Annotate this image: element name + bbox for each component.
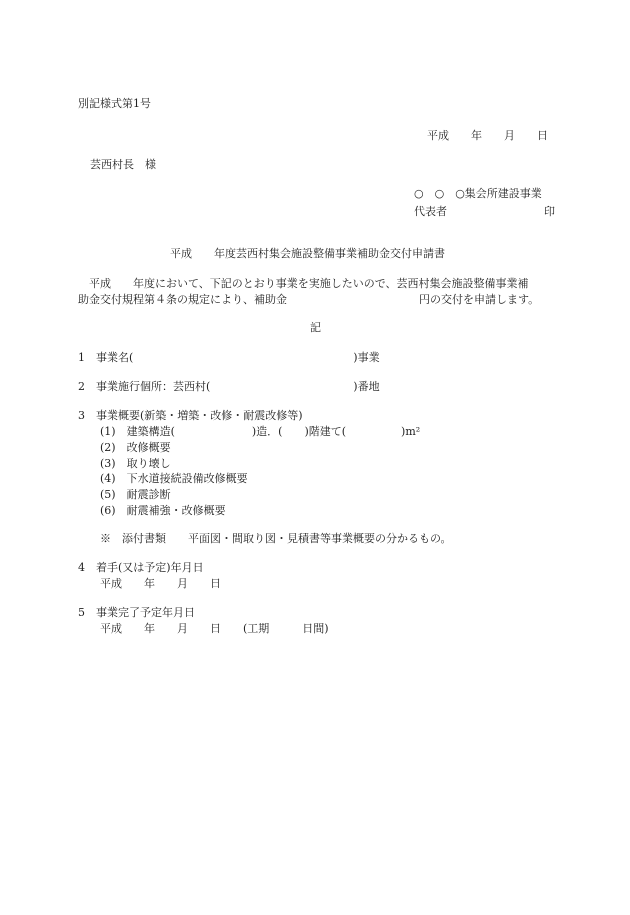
item-3-heading: 3 事業概要(新築・増築・改修・耐震改修等)	[78, 409, 303, 422]
item-3-sub-4: (4) 下水道接続設備改修概要	[100, 472, 248, 485]
intro-line-1: 平成 年度において、下記のとおり事業を実施したいので、芸西村集会施設整備事業補	[78, 277, 529, 290]
addressee: 芸西村長 様	[90, 158, 156, 171]
date-line: 平成 年 月 日	[427, 129, 548, 142]
ki-label: 記	[310, 321, 321, 334]
item-1: 1 事業名( )事業	[78, 351, 380, 364]
form-number: 別記様式第1号	[78, 97, 151, 110]
applicant-seal: 印	[544, 205, 555, 218]
item-3-sub-1: (1) 建築構造( )造．( )階建て( )m²	[100, 425, 421, 438]
document-title: 平成 年度芸西村集会施設整備事業補助金交付申請書	[170, 247, 445, 260]
intro-line-2: 助金交付規程第４条の規定により、補助金 円の交付を申請します。	[78, 293, 540, 306]
item-2: 2 事業施行個所：芸西村( )番地	[78, 380, 380, 393]
item-3-sub-2: (2) 改修概要	[100, 441, 171, 454]
item-4-date: 平成 年 月 日	[100, 577, 221, 590]
item-3-sub-3: (3) 取り壊し	[100, 457, 171, 470]
item-3-sub-6: (6) 耐震補強・改修概要	[100, 504, 226, 517]
applicant-rep-label: 代表者	[414, 205, 447, 218]
item-4-heading: 4 着手(又は予定)年月日	[78, 561, 204, 574]
item-5-date: 平成 年 月 日 (工期 日間)	[100, 622, 329, 635]
item-5-heading: 5 事業完了予定年月日	[78, 606, 195, 619]
applicant-org: ○ ○ ○集会所建設事業	[414, 187, 542, 200]
attachment-note: ※ 添付書類 平面図・間取り図・見積書等事業概要の分かるもの。	[100, 532, 452, 545]
item-3-sub-5: (5) 耐震診断	[100, 488, 171, 501]
